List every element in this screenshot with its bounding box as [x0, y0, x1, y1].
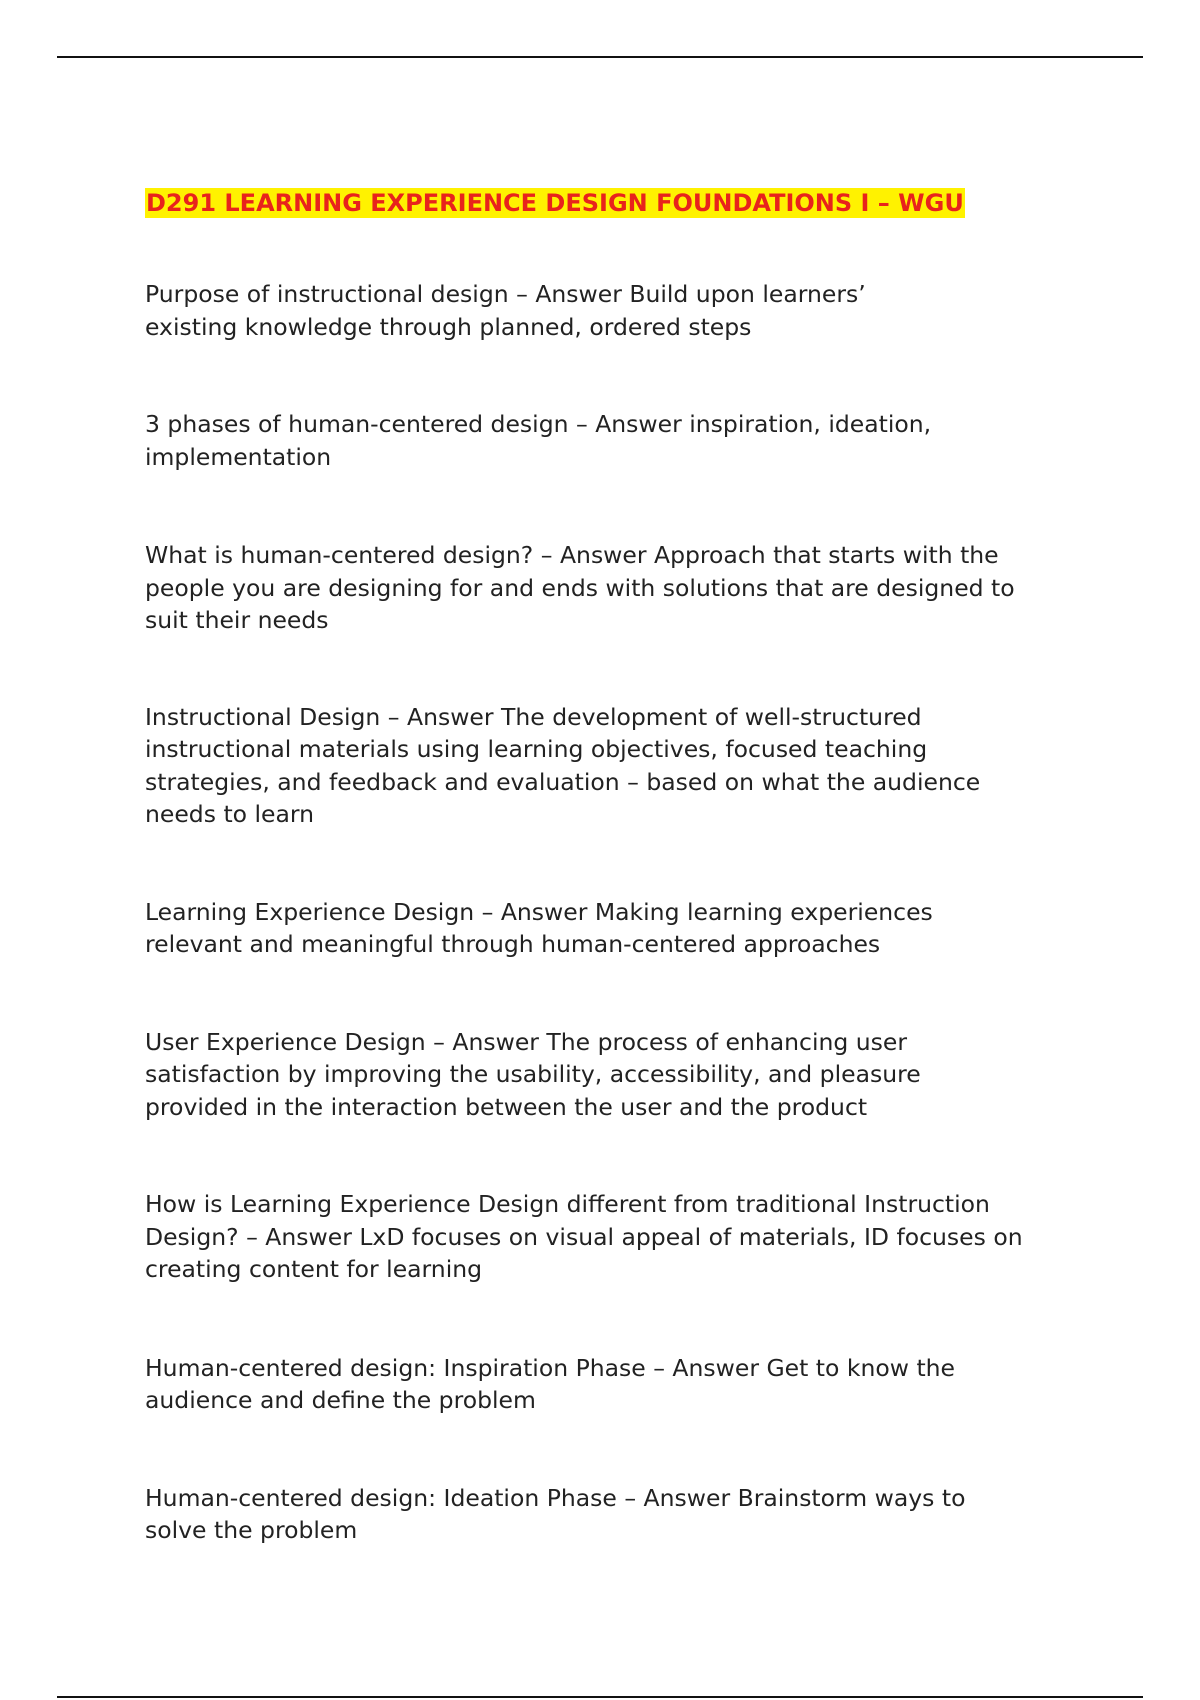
qa-item: Human-centered design: Inspiration Phase – Answer Get to know the audience and define the problem [145, 1353, 956, 1414]
qa-item: What is human-centered design? – Answer Approach that starts with the people you are designing for and ends with solutions that are designed to suit their needs [145, 541, 1015, 634]
qa-item: 3 phases of human-centered design – Answer inspiration, ideation, implementation [145, 410, 932, 471]
bottom-rule [57, 1696, 1143, 1698]
qa-item: User Experience Design – Answer The process of enhancing user satisfaction by improving the usability, accessibility, and pleasure provided in the interaction between the user and the product [145, 1027, 921, 1121]
qa-list [145, 278, 1065, 1547]
document-title: D291 LEARNING EXPERIENCE DESIGN FOUNDATIONS I – WGU [146, 189, 964, 217]
qa-item: Human-centered design: Ideation Phase – Answer Brainstorm ways to solve the problem [145, 1483, 966, 1544]
top-rule [57, 56, 1143, 58]
qa-item: Purpose of instructional design – Answer Build upon learners’ existing knowledge through planned, ordered steps [145, 280, 866, 341]
qa-item: Instructional Design – Answer The development of well-structured instructional materials using learning objectives, focused teaching strategies, and feedback and evaluation – based on what the audience needs to learn [145, 702, 981, 828]
qa-item: Learning Experience Design – Answer Making learning experiences relevant and meaningful through human-centered approaches [145, 897, 933, 958]
qa-item: How is Learning Experience Design different from traditional Instruction Design? – Answer LxD focuses on visual appeal of materials, ID focuses on creating content for learning [145, 1190, 1023, 1283]
document-body [145, 188, 1065, 1547]
